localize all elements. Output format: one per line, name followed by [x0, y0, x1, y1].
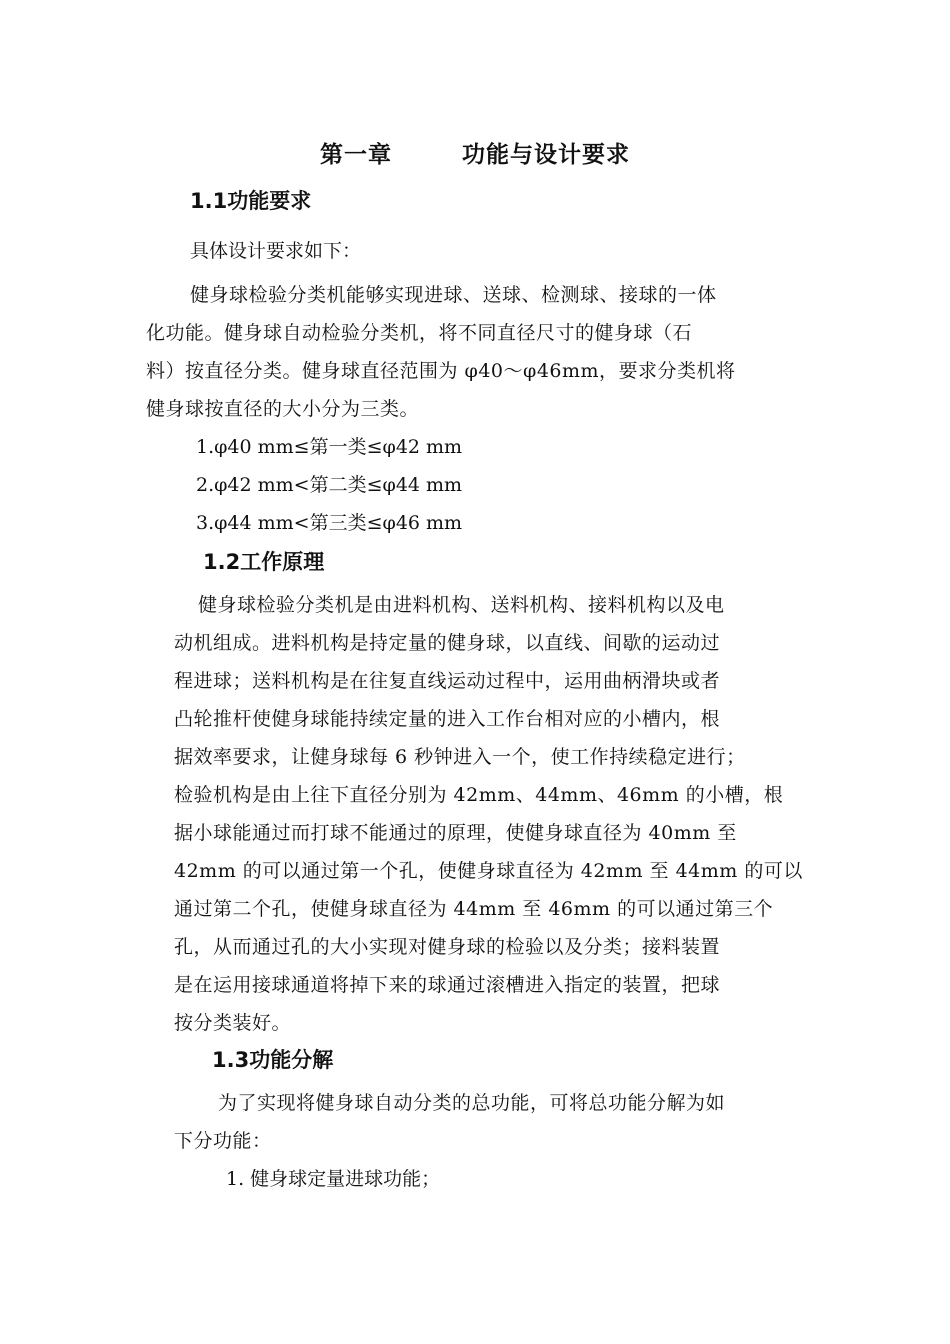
section-heading-1-1: 1.1功能要求: [190, 189, 312, 213]
paragraph-line: 健身球检验分类机能够实现进球、送球、检测球、接球的一体: [190, 284, 717, 306]
paragraph-line: 42mm 的可以通过第一个孔，使健身球直径为 42mm 至 44mm 的可以: [174, 860, 803, 882]
list-item: 3.φ44 mm<第三类≤φ46 mm: [196, 512, 463, 534]
paragraph-line: 按分类装好。: [174, 1012, 292, 1034]
section-intro: 具体设计要求如下：: [190, 240, 362, 262]
list-item: 2.φ42 mm<第二类≤φ44 mm: [196, 474, 463, 496]
paragraph-line: 健身球按直径的大小分为三类。: [146, 398, 420, 420]
paragraph-line: 程进球；送料机构是在往复直线运动过程中，运用曲柄滑块或者: [174, 670, 721, 692]
paragraph-line: 检验机构是由上往下直径分别为 42mm、44mm、46mm 的小槽，根: [174, 784, 784, 806]
paragraph-working-principle: [174, 586, 854, 1042]
paragraph-line: 下分功能：: [174, 1130, 272, 1152]
paragraph-line: 化功能。健身球自动检验分类机，将不同直径尺寸的健身球（石: [146, 322, 693, 344]
list-item: 1. 健身球定量进球功能；: [226, 1168, 441, 1190]
paragraph-line: 据小球能通过而打球不能通过的原理，使健身球直径为 40mm 至: [174, 822, 737, 844]
paragraph-line: 凸轮推杆使健身球能持续定量的进入工作台相对应的小槽内，根: [174, 708, 721, 730]
section-heading-1-3: 1.3功能分解: [212, 1048, 334, 1072]
paragraph-line: 动机组成。进料机构是持定量的健身球，以直线、间歇的运动过: [174, 632, 721, 654]
chapter-title: [0, 136, 950, 169]
paragraph-line: 孔，从而通过孔的大小实现对健身球的检验以及分类；接料装置: [174, 936, 721, 958]
paragraph-line: 为了实现将健身球自动分类的总功能，可将总功能分解为如: [218, 1092, 726, 1114]
chapter-number: 第一章: [320, 142, 392, 168]
chapter-name: 功能与设计要求: [462, 142, 630, 168]
section-heading-1-2: 1.2工作原理: [203, 550, 325, 574]
paragraph-line: 是在运用接球通道将掉下来的球通过滚槽进入指定的装置，把球: [174, 974, 721, 996]
list-item: 1.φ40 mm≤第一类≤φ42 mm: [196, 436, 463, 458]
paragraph-function-decomposition: [174, 1084, 854, 1160]
paragraph-line: 料）按直径分类。健身球直径范围为 φ40～φ46mm，要求分类机将: [146, 360, 736, 382]
paragraph-requirements: [146, 276, 826, 428]
paragraph-line: 健身球检验分类机是由进料机构、送料机构、接料机构以及电: [198, 594, 725, 616]
paragraph-line: 通过第二个孔，使健身球直径为 44mm 至 46mm 的可以通过第三个: [174, 898, 774, 920]
paragraph-line: 据效率要求，让健身球每 6 秒钟进入一个，使工作持续稳定进行；: [174, 746, 746, 768]
